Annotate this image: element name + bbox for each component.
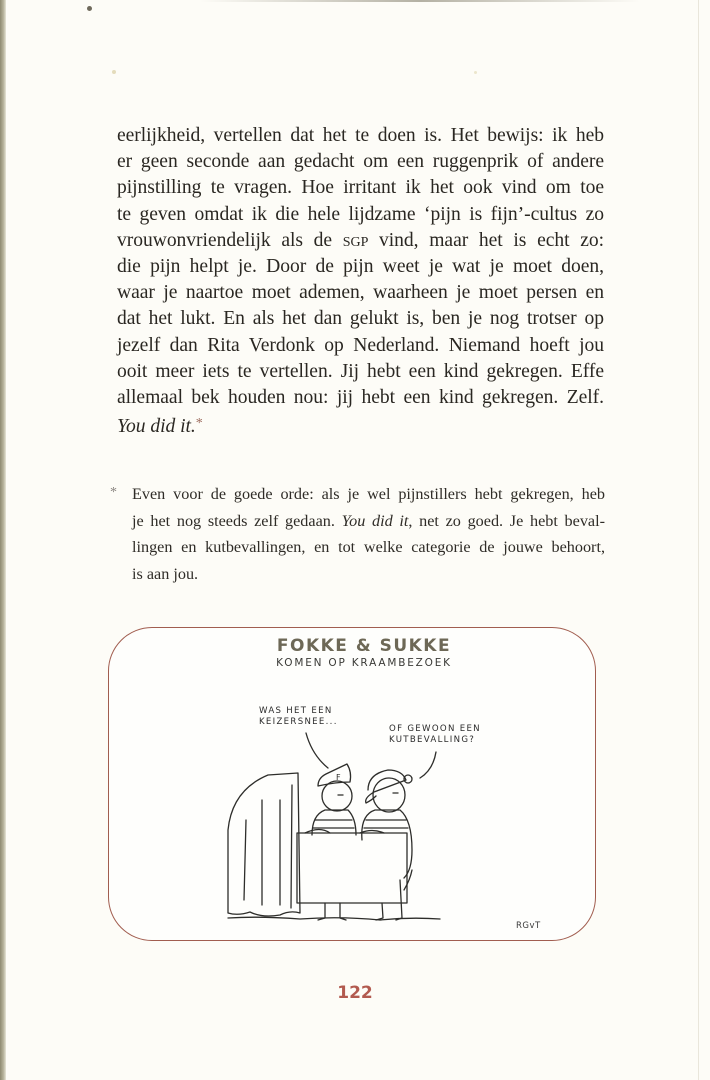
body-line: ooit meer iets te vertellen. Jij hebt een kind gekregen. Effe: [117, 360, 604, 382]
speech-line: WAS HET EEN: [259, 706, 333, 716]
page-edge-shadow: [0, 0, 6, 1080]
body-line: er geen seconde aan gedacht om een ruggenprik of andere: [117, 151, 604, 173]
footnote-text-run: , net zo goed. Je hebt beval-: [408, 511, 605, 530]
body-line: eerlijkheid, vertellen dat het te doen is. Het bewijs: ik heb: [117, 125, 604, 146]
footnote-marker: *: [110, 485, 117, 500]
speech-bubble-sukke: [389, 724, 481, 746]
footnote-line: is aan jou.: [132, 564, 199, 583]
speech-line: OF GEWOON EEN: [389, 724, 481, 734]
body-text-run: vind, maar het is echt zo:: [368, 229, 604, 251]
artist-signature: RGvT: [516, 921, 541, 931]
body-line: pijnstilling te vragen. Hoe irritant ik het ook vind om toe: [117, 177, 604, 199]
body-line: te geven omdat ik die hele lijdzame ‘pijn is fijn’-cultus zo: [117, 203, 604, 225]
footnote-line: [132, 508, 605, 535]
speech-bubble-fokke: [259, 706, 338, 728]
body-line: [117, 228, 604, 254]
body-text-run: vrouwonvriendelijk als de: [117, 229, 343, 251]
footnote-reference[interactable]: *: [195, 416, 203, 432]
speech-line: KUTBEVALLING?: [389, 735, 476, 745]
body-paragraph: [117, 123, 604, 440]
abbreviation-sgp: sgp: [342, 229, 369, 251]
body-line: allemaal bek houden nou: jij hebt een kind gekregen. Zelf.: [117, 387, 604, 409]
footnote: [132, 481, 605, 587]
comic-subtitle: KOMEN OP KRAAMBEZOEK: [276, 657, 452, 669]
body-line: [117, 411, 604, 440]
page-top-edge: [200, 0, 640, 2]
speech-line: KEIZERSNEE...: [259, 717, 338, 727]
hat-letter: F: [336, 773, 341, 782]
body-line: dat het lukt. En als het dan gelukt is, ben je nog trotser op: [117, 308, 604, 330]
italic-phrase: You did it.: [117, 416, 196, 438]
footnote-text-run: je het nog steeds zelf gedaan.: [132, 511, 342, 530]
page-fold-line: [698, 0, 699, 1080]
footnote-line: Even voor de goede orde: als je wel pijnstillers hebt gekregen, heb: [132, 485, 605, 503]
body-line: die pijn helpt je. Door de pijn weet je wat je moet doen,: [117, 256, 604, 278]
italic-phrase: You did it: [341, 511, 409, 530]
paper-speck: [474, 71, 477, 74]
body-line: waar je naartoe moet ademen, waarheen je moet persen en: [117, 282, 604, 304]
body-line: jezelf dan Rita Verdonk op Nederland. Niemand hoeft jou: [117, 334, 604, 356]
comic-frame: [108, 627, 596, 941]
page-number: 122: [337, 983, 373, 1003]
paper-speck: [112, 70, 116, 74]
footnote-line: lingen en kutbevallingen, en tot welke categorie de jouwe behoort,: [132, 538, 605, 557]
paper-speck: [87, 6, 92, 11]
comic-title: FOKKE & SUKKE: [276, 636, 452, 656]
